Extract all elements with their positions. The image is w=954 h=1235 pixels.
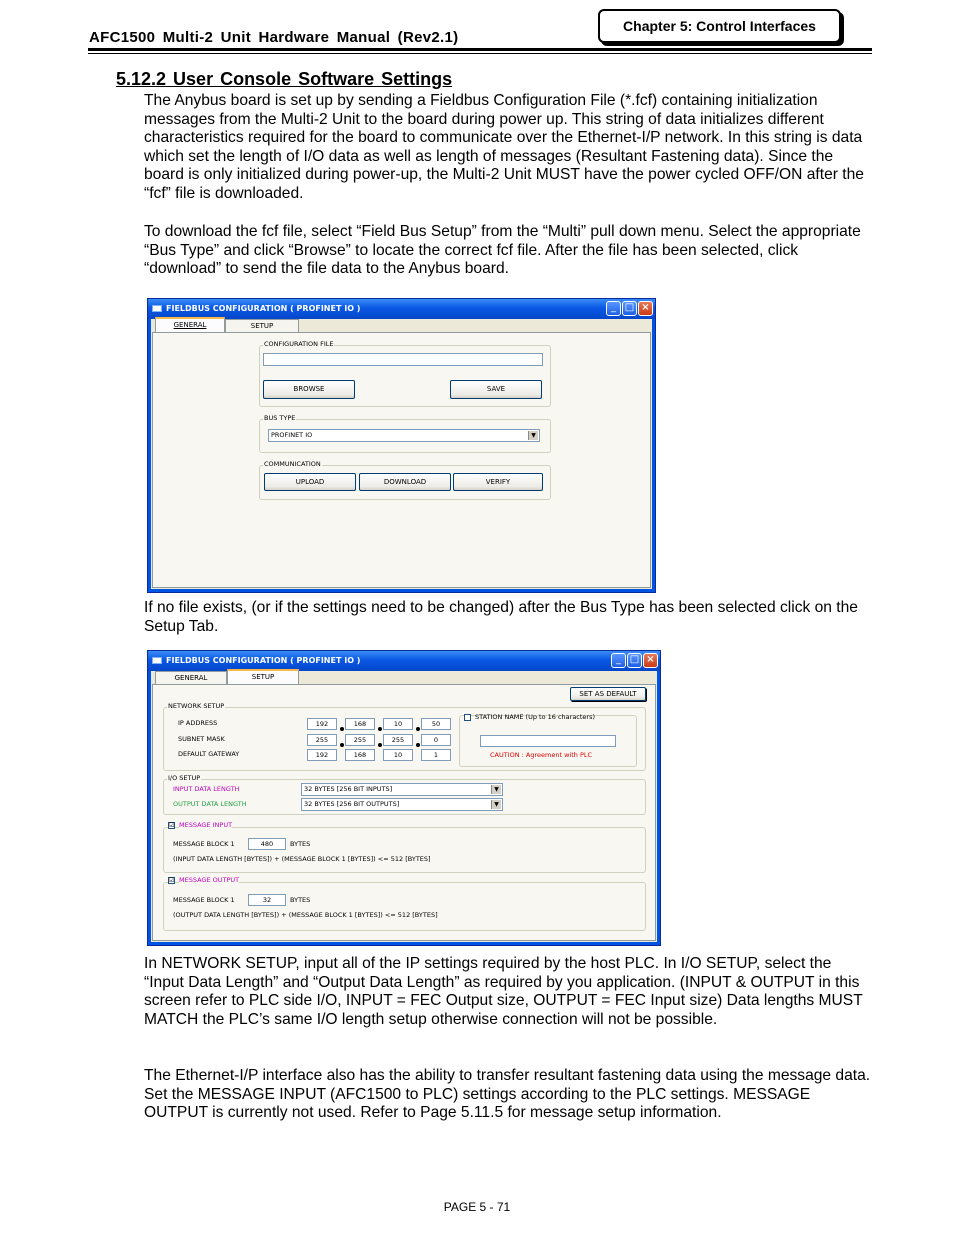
fieldbus-config-dialog-setup <box>147 650 661 946</box>
message-output-checkbox[interactable]: ☑ <box>169 877 175 884</box>
octet-separator <box>416 727 420 731</box>
tab-setup[interactable]: SETUP <box>227 669 299 684</box>
paragraph-text: The Anybus board is set up by sending a Fieldbus Configuration File (*.fcf) containing initialization messages from the Multi-2 Unit to the board during power up. This string of data initializes different characteristics required for the board to communicate over the Ethernet-I/P network. In this string is data which set the length of I/O data as well as length of messages (Resultant Fastening data). Since the board is only initialized during power-up, the Multi-2 Unit MUST have the power cycled OFF/ON after the “fcf” file is downloaded. <box>144 92 864 202</box>
app-icon <box>152 305 162 312</box>
section-heading: 5.12.2 User Console Software Settings <box>116 69 453 89</box>
message-block-1-label: MESSAGE BLOCK 1 <box>173 840 235 848</box>
ip-address-label: IP ADDRESS <box>178 719 218 727</box>
minimize-icon[interactable]: _ <box>606 301 621 316</box>
bus-type-value: PROFINET IO <box>271 431 313 439</box>
chevron-down-icon[interactable]: ▼ <box>491 785 501 794</box>
download-button[interactable]: DOWNLOAD <box>359 473 451 491</box>
tab-general[interactable]: GENERAL <box>155 671 227 684</box>
caution-text: CAUTION : Agreement with PLC <box>490 751 593 759</box>
subnet-octet-2[interactable]: 255 <box>345 734 375 746</box>
output-data-length-select[interactable] <box>301 798 503 811</box>
ip-octet-1[interactable]: 192 <box>307 718 337 730</box>
maximize-icon[interactable]: □ <box>622 301 637 316</box>
communication-label: COMMUNICATION <box>264 460 321 468</box>
input-data-length-value: 32 BYTES [256 BIT INPUTS] <box>304 785 393 793</box>
tab-general[interactable]: GENERAL <box>155 317 225 332</box>
message-input-block-field[interactable]: 480 <box>248 838 286 850</box>
input-data-length-select[interactable] <box>301 783 503 796</box>
gateway-octet-3[interactable]: 10 <box>383 749 413 761</box>
subnet-mask-label: SUBNET MASK <box>178 735 225 743</box>
message-input-label: MESSAGE INPUT <box>179 821 233 829</box>
subnet-octet-4[interactable]: 0 <box>421 734 451 746</box>
message-output-block-field[interactable]: 32 <box>248 894 286 906</box>
dialog-client <box>151 319 652 589</box>
chapter-badge: Chapter 5: Control Interfaces <box>598 9 841 43</box>
octet-separator <box>378 743 382 747</box>
output-data-length-value: 32 BYTES [256 BIT OUTPUTS] <box>304 800 400 808</box>
bus-type-select[interactable] <box>268 429 540 442</box>
octet-separator <box>340 743 344 747</box>
dialog-title: FIELDBUS CONFIGURATION ( PROFINET IO ) <box>166 304 361 313</box>
default-gateway-label: DEFAULT GATEWAY <box>178 750 240 758</box>
network-setup-label: NETWORK SETUP <box>168 702 225 710</box>
ip-octet-2[interactable]: 168 <box>345 718 375 730</box>
fieldbus-config-dialog-general <box>147 298 656 593</box>
gateway-octet-1[interactable]: 192 <box>307 749 337 761</box>
gateway-octet-4[interactable]: 1 <box>421 749 451 761</box>
paragraph-text: If no file exists, (or if the settings need to be changed) after the Bus Type has been selected click on the Setup Tab. <box>144 599 858 635</box>
input-data-length-label: INPUT DATA LENGTH <box>173 785 240 793</box>
upload-button[interactable]: UPLOAD <box>264 473 356 491</box>
ip-octet-3[interactable]: 10 <box>383 718 413 730</box>
message-output-formula: (OUTPUT DATA LENGTH [BYTES]) + (MESSAGE BLOCK 1 [BYTES]) <= 512 [BYTES] <box>173 911 438 919</box>
dialog-title: FIELDBUS CONFIGURATION ( PROFINET IO ) <box>166 656 361 665</box>
app-icon <box>152 657 162 664</box>
io-setup-label: I/O SETUP <box>168 774 201 782</box>
paragraph-message-data <box>144 1067 874 1123</box>
tab-page-setup <box>152 684 656 941</box>
ip-octet-4[interactable]: 50 <box>421 718 451 730</box>
message-block-1-label: MESSAGE BLOCK 1 <box>173 896 235 904</box>
message-input-formula: (INPUT DATA LENGTH [BYTES]) + (MESSAGE BLOCK 1 [BYTES]) <= 512 [BYTES] <box>173 855 431 863</box>
page-number: PAGE 5 - 71 <box>443 1200 511 1214</box>
bus-type-label: BUS TYPE <box>264 414 296 422</box>
browse-button[interactable]: BROWSE <box>263 380 355 399</box>
tab-setup[interactable]: SETUP <box>225 319 299 332</box>
bytes-unit: BYTES <box>290 896 311 904</box>
output-data-length-label: OUTPUT DATA LENGTH <box>173 800 247 808</box>
header-rule-thin <box>88 53 872 54</box>
paragraph-text: The Ethernet-I/P interface also has the ability to transfer resultant fastening data using the message data. Set the MESSAGE INPUT (AFC1500 to PLC) settings according to the PLC settings. MESSAGE OUTPUT is currently not used. Refer to Page 5.11.5 for message setup information. <box>144 1067 871 1122</box>
minimize-icon[interactable]: _ <box>611 653 626 668</box>
dialog-titlebar[interactable] <box>148 651 660 671</box>
config-file-input[interactable] <box>263 353 543 366</box>
paragraph-text: To download the fcf file, select “Field Bus Setup” from the “Multi” pull down menu. Select the appropriate “Bus Type” and click “Browse” to locate the correct fcf file. After the file has been selected, click “download” to send the file data to the Anybus board. <box>144 223 861 278</box>
dialog-client <box>151 671 657 942</box>
maximize-icon[interactable]: □ <box>627 653 642 668</box>
save-button[interactable]: SAVE <box>450 380 542 399</box>
close-icon[interactable]: × <box>638 301 653 316</box>
config-file-label: CONFIGURATION FILE <box>264 340 334 348</box>
document-title: AFC1500 Multi-2 Unit Hardware Manual (Rev2.1) <box>89 29 459 46</box>
message-output-label: MESSAGE OUTPUT <box>179 876 240 884</box>
subnet-octet-1[interactable]: 255 <box>307 734 337 746</box>
paragraph-download <box>144 223 874 279</box>
chevron-down-icon[interactable]: ▼ <box>491 800 501 809</box>
verify-button[interactable]: VERIFY <box>453 473 543 491</box>
paragraph-setup-tab <box>144 599 874 636</box>
close-icon[interactable]: × <box>643 653 658 668</box>
octet-separator <box>340 727 344 731</box>
message-input-checkbox[interactable]: ☑ <box>169 822 175 829</box>
station-name-checkbox[interactable] <box>464 714 471 721</box>
gateway-octet-2[interactable]: 168 <box>345 749 375 761</box>
message-output-group <box>163 882 646 931</box>
subnet-octet-3[interactable]: 255 <box>383 734 413 746</box>
header-rule <box>88 48 872 51</box>
octet-separator <box>416 743 420 747</box>
set-as-default-button[interactable]: SET AS DEFAULT <box>570 687 646 701</box>
octet-separator <box>378 727 382 731</box>
station-name-input[interactable] <box>480 735 616 747</box>
paragraph-text: In NETWORK SETUP, input all of the IP settings required by the host PLC. In I/O SETUP, select the “Input Data Length” and “Output Data Length” as required by you application. (INPUT & OUTPUT in this screen refer to PLC side I/O, INPUT = FEC Output size, OUTPUT = FEC Input size) Data lengths MUST MATCH the PLC’s same I/O length setup otherwise connection will not be possible. <box>144 955 863 1028</box>
paragraph-anybus <box>144 92 874 204</box>
station-name-label: STATION NAME (Up to 16 characters) <box>475 713 596 721</box>
bytes-unit: BYTES <box>290 840 311 848</box>
message-input-group <box>163 827 646 873</box>
dialog-titlebar[interactable] <box>148 299 655 319</box>
tab-page-general <box>152 332 651 588</box>
paragraph-network-setup <box>144 955 874 1029</box>
chevron-down-icon[interactable]: ▼ <box>528 431 538 440</box>
